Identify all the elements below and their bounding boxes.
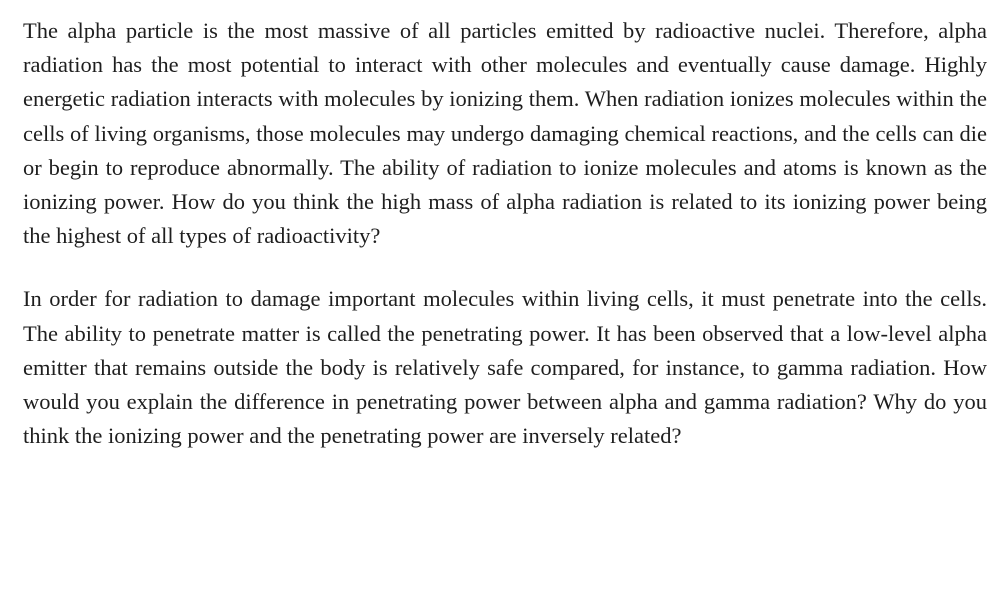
paragraph-ionizing-power: The alpha particle is the most massive of all particles emitted by radioactive nuclei. Therefore, alpha radiation has the most potential to interact with other molecules and eventually cause damage. Highly energetic radiation interacts with molecules by ionizing them. When radiation ionizes molecules within the cells of living organisms, those molecules may undergo damaging chemical reactions, and the cells can die or begin to reproduce abnormally. The ability of radiation to ionize molecules and atoms is known as the ionizing power. How do you think the high mass of alpha radiation is related to its ionizing power being the highest of all types of radioactivity? xyxy=(23,18,987,249)
paragraph-penetrating-power: In order for radiation to damage important molecules within living cells, it must penetrate into the cells. The ability to penetrate matter is called the penetrating power. It has been observed that a low-level alpha emitter that remains outside the body is relatively safe compared, for instance, to gamma radiation. How would you explain the difference in penetrating power between alpha and gamma radiation? Why do you think the ionizing power and the penetrating power are inversely related? xyxy=(23,286,987,449)
document-page xyxy=(23,14,987,453)
